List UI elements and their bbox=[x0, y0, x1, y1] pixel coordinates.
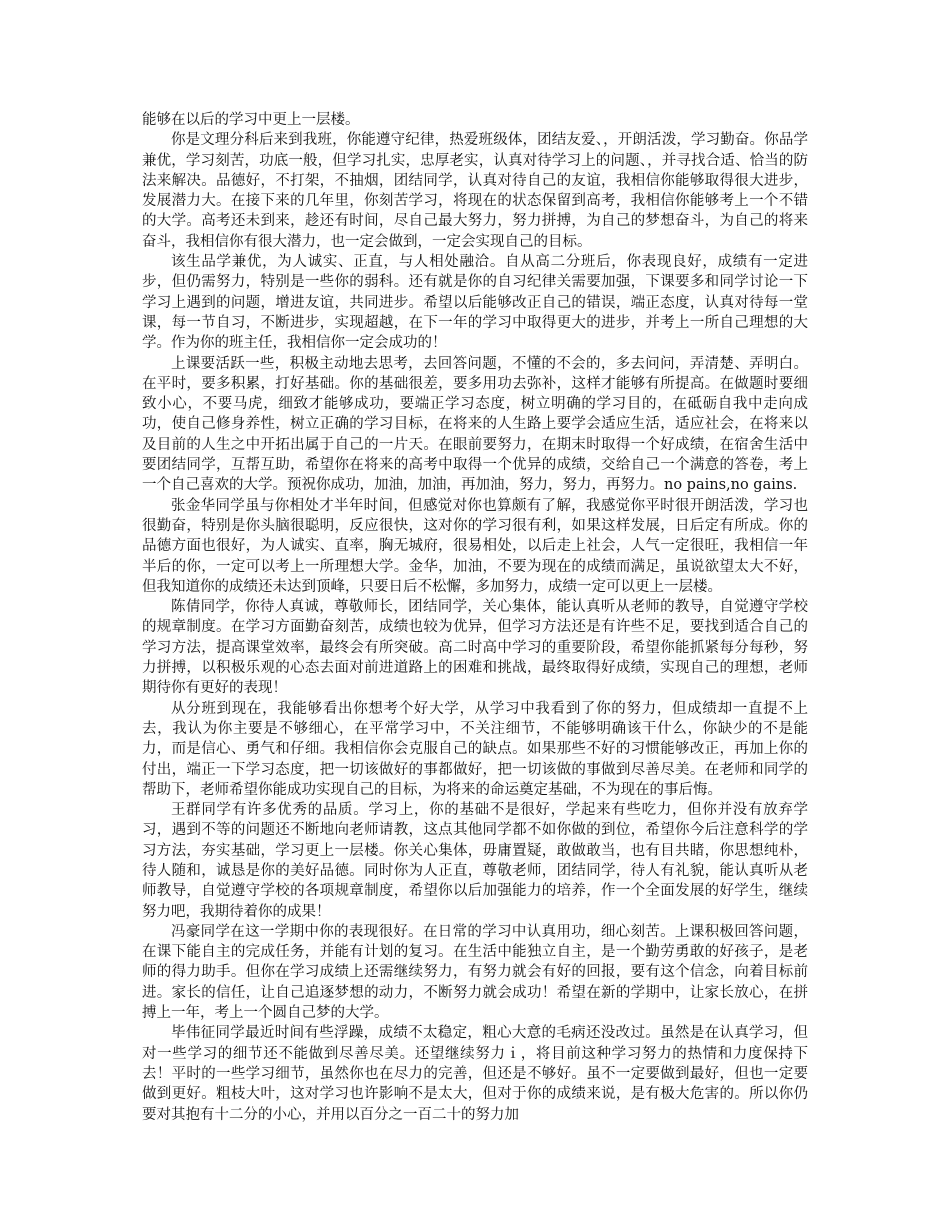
paragraph-comment-feng-hao: 冯豪同学在这一学期中你的表现很好。在日常的学习中认真用功，细心刻苦。上课积极回答问题，在课下能自主的完成任务，并能有计划的复习。在生活中能独立自主，是一个勤劳勇敢的好孩子，是老师的得力助手。但你在学习成绩上还需继续努力，有努力就会有好的回报，要有这个信念，向着目标前进。家长的信任，让自己追逐梦想的动力，不断努力就会成功！希望在新的学期中，让家长放心，在拼搏上一年，考上一个圆自己梦的大学。 bbox=[142, 923, 808, 1022]
paragraph-comment-1: 你是文理分科后来到我班，你能遵守纪律，热爱班级体，团结友爱、，开朗活泼，学习勤奋。你品学兼优，学习刻苦，功底一般，但学习扎实，忠厚老实，认真对待学习上的问题、，并寻找合适、恰当的防法来解决。品德好，不打架，不抽烟，团结同学，认真对待自己的友谊，我相信你能够取得很大进步，发展潜力大。在接下来的几年里，你刻苦学习，将现在的状态保留到高考，我相信你能够考上一个不错的大学。高考还未到来，趁还有时间，尽自己最大努力，努力拼搏，为自己的梦想奋斗，为自己的将来奋斗，我相信你有很大潜力，也一定会做到，一定会实现自己的目标。 bbox=[142, 132, 808, 250]
paragraph-comment-zhang-jinhua: 张金华同学虽与你相处才半年时间，但感觉对你也算颇有了解，我感觉你平时很开朗活泼，学习也很勤奋，特别是你头脑很聪明，反应很快，这对你的学习很有利，如果这样发展，日后定有所成。你的品德方面也很好，为人诚实、直率，胸无城府，很易相处，以后走上社会，人气一定很旺，我相信一年半后的你，一定可以考上一所理想大学。金华，加油，不要为现在的成绩而满足，虽说欲望太大不好，但我知道你的成绩还未达到顶峰，只要日后不松懈，多加努力，成绩一定可以更上一层楼。 bbox=[142, 497, 808, 595]
paragraph-comment-3: 上课要活跃一些，积极主动地去思考，去回答问题，不懂的不会的，多去问问，弄清楚、弄明白。在平时，要多积累，打好基础。你的基础很差，要多用功去弥补，这样才能够有所提高。在做题时要细致小心，不要马虎，细致才能够成功，要端正学习态度，树立明确的学习目的，在砥砺自我中走向成功，使自己修身养性，树立正确的学习目标，在将来的人生路上要学会适应生活，适应社会，在将来以及目前的人生之中开拓出属于自己的一片天。在眼前要努力，在期末时取得一个好成绩，在宿舍生活中要团结同学，互帮互助，希望你在将来的高考中取得一个优异的成绩，交给自己一个满意的答卷，考上一个自己喜欢的大学。预祝你成功，加油，加油，再加油，努力，努力，再努力。no pains,no gains. bbox=[142, 355, 808, 494]
paragraph-comment-2: 该生品学兼优，为人诚实、正直，与人相处融洽。自从高二分班后，你表现良好，成绩有一定进步，但仍需努力，特别是一些你的弱科。还有就是你的自习纪律关需要加强，下课要多和同学讨论一下学习上遇到的问题，增进友谊，共同进步。希望以后能够改正自己的错误，端正态度，认真对待每一堂课，每一节自习，不断进步，实现超越，在下一年的学习中取得更大的进步，并考上一所自己理想的大学。作为你的班主任，我相信你一定会成功的！ bbox=[142, 254, 808, 352]
document-page bbox=[142, 110, 808, 1125]
paragraph-comment-5: 从分班到现在，我能够看出你想考个好大学，从学习中我看到了你的努力，但成绩却一直提不上去，我认为你主要是不够细心，在平常学习中，不关注细节，不能够明确该干什么，你缺少的不是能力，而是信心、勇气和仔细。我相信你会克服自己的缺点。如果那些不好的习惯能够改正，再加上你的付出，端正一下学习态度，把一切该做好的事都做好，把一切该做的事做到尽善尽美。在老师和同学的帮助下，老师希望你能成功实现自己的目标，为将来的命运奠定基础，不为现在的事后悔。 bbox=[142, 700, 808, 798]
paragraph-continuation: 能够在以后的学习中更上一层楼。 bbox=[142, 112, 360, 128]
paragraph-comment-bi-weizheng: 毕伟征同学最近时间有些浮躁，成绩不太稳定，粗心大意的毛病还没改过。虽然是在认真学习，但对一些学习的细节还不能做到尽善尽美。还望继续努力ｉ，将目前这种学习努力的热情和力度保持下去！平时的一些学习细节，虽然你也在尽力的完善，但还是不够好。虽不一定要做到最好，但也一定要做到更好。粗枝大叶，这对学习也许影响不是太大，但对于你的成绩来说，是有极大危害的。所以你仍要对其抱有十二分的小心，并用以百分之一百二十的努力加 bbox=[142, 1025, 808, 1123]
paragraph-comment-wang-qun: 王群同学有许多优秀的品质。学习上，你的基础不是很好，学起来有些吃力，但你并没有放弃学习，遇到不等的问题还不断地向老师请教，这点其他同学都不如你做的到位，希望你今后注意科学的学习方法，夯实基础，学习更上一层楼。你关心集体，毋庸置疑，敢做敢当，也有目共睹，你思想纯朴，待人随和，诚恳是你的美好品德。同时你为人正直，尊敬老师，团结同学，待人有礼貌，能认真听从老师教导，自觉遵守学校的各项规章制度，希望你以后加强能力的培养，作一个全面发展的好学生，继续努力吧，我期待着你的成果！ bbox=[142, 802, 808, 920]
paragraph-comment-chen-qian: 陈倩同学，你待人真诚，尊敬师长，团结同学，关心集体，能认真听从老师的教导，自觉遵守学校的规章制度。在学习方面勤奋刻苦，成绩也较为优异，但学习方法还是有许些不足，要找到适合自己的学习方法，提高课堂效率，最终会有所突破。高二时高中学习的重要阶段，希望你能抓紧每分每秒，努力拼搏，以积极乐观的心态去面对前进道路上的困难和挑战，最终取得好成绩，实现自己的理想，老师期待你有更好的表现！ bbox=[142, 599, 808, 697]
